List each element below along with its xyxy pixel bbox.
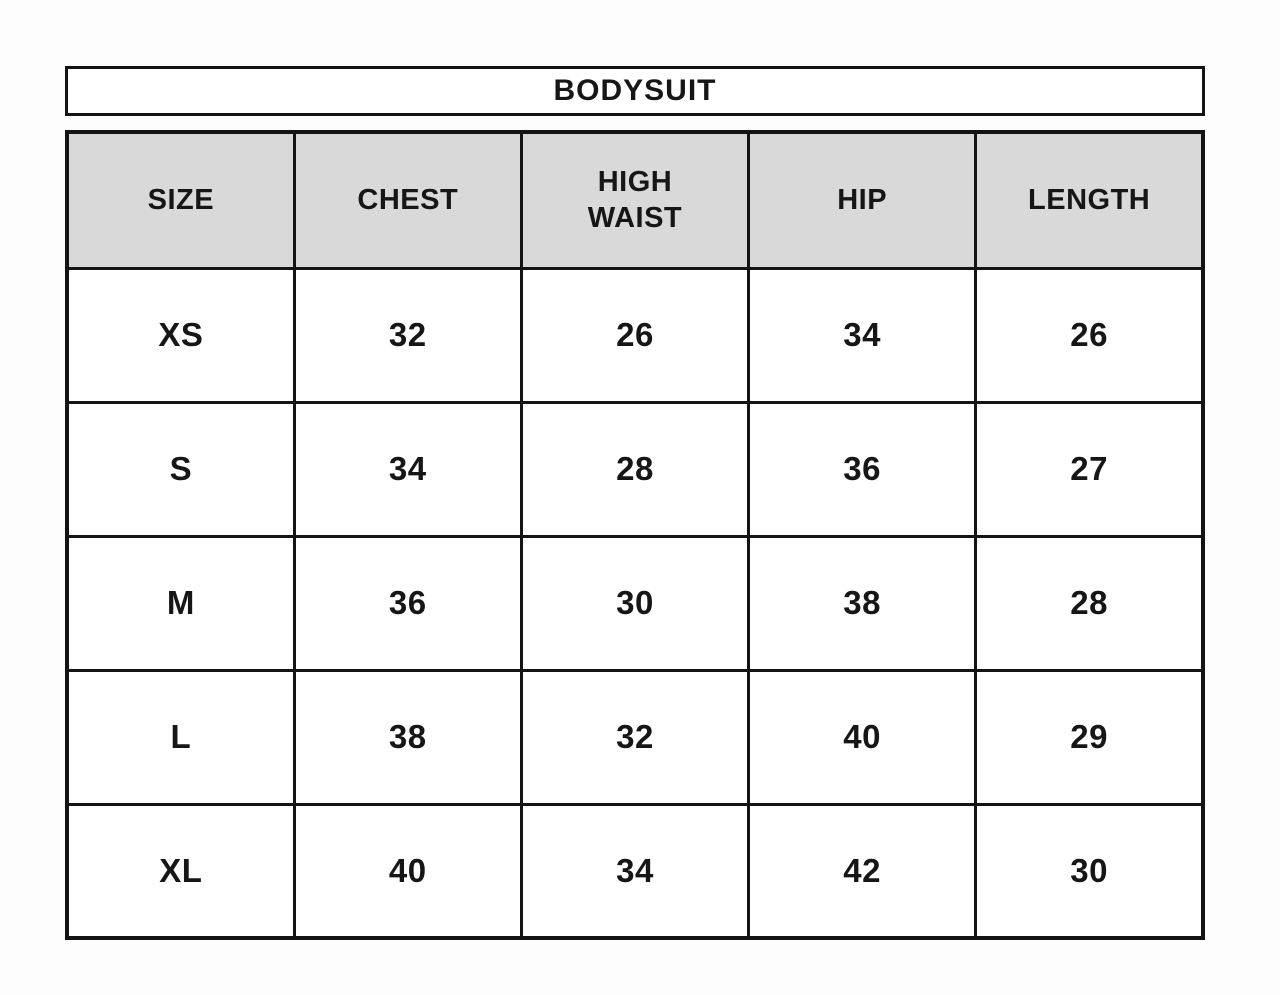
col-header-hip	[749, 132, 976, 268]
size-cell: XS	[67, 268, 294, 402]
length-cell: 28	[976, 536, 1203, 670]
col-header-length-label: LENGTH	[1028, 184, 1151, 217]
hip-cell: 40	[749, 670, 976, 804]
length-cell: 26	[976, 268, 1203, 402]
table-row-xs	[67, 268, 1203, 402]
header-row	[67, 132, 1203, 268]
high-waist-cell: 26	[521, 268, 748, 402]
col-header-chest-label: CHEST	[357, 184, 459, 217]
size-chart-table	[65, 130, 1205, 940]
table-body	[67, 268, 1203, 938]
col-header-size	[67, 132, 294, 268]
high-waist-cell: 32	[521, 670, 748, 804]
table-header	[67, 132, 1203, 268]
high-waist-cell: 28	[521, 402, 748, 536]
chart-title: BODYSUIT	[553, 74, 717, 107]
size-cell: S	[67, 402, 294, 536]
hip-cell: 34	[749, 268, 976, 402]
length-cell: 30	[976, 804, 1203, 938]
hip-cell: 42	[749, 804, 976, 938]
chest-cell: 40	[294, 804, 521, 938]
length-cell: 29	[976, 670, 1203, 804]
col-header-high-waist	[521, 132, 748, 268]
col-header-size-label: SIZE	[147, 184, 215, 217]
high-waist-cell: 30	[521, 536, 748, 670]
table-row-xl	[67, 804, 1203, 938]
table-row-l	[67, 670, 1203, 804]
chest-cell: 32	[294, 268, 521, 402]
chart-title-box	[65, 66, 1205, 116]
col-header-hip-label: HIP	[837, 184, 888, 217]
table-row-m	[67, 536, 1203, 670]
col-header-chest	[294, 132, 521, 268]
chest-cell: 38	[294, 670, 521, 804]
size-cell: XL	[67, 804, 294, 938]
chest-cell: 36	[294, 536, 521, 670]
hip-cell: 36	[749, 402, 976, 536]
hip-cell: 38	[749, 536, 976, 670]
table-row-s	[67, 402, 1203, 536]
chest-cell: 34	[294, 402, 521, 536]
length-cell: 27	[976, 402, 1203, 536]
col-header-length	[976, 132, 1203, 268]
size-cell: L	[67, 670, 294, 804]
size-cell: M	[67, 536, 294, 670]
high-waist-cell: 34	[521, 804, 748, 938]
col-header-high-waist-label: HIGH WAIST	[587, 166, 683, 235]
